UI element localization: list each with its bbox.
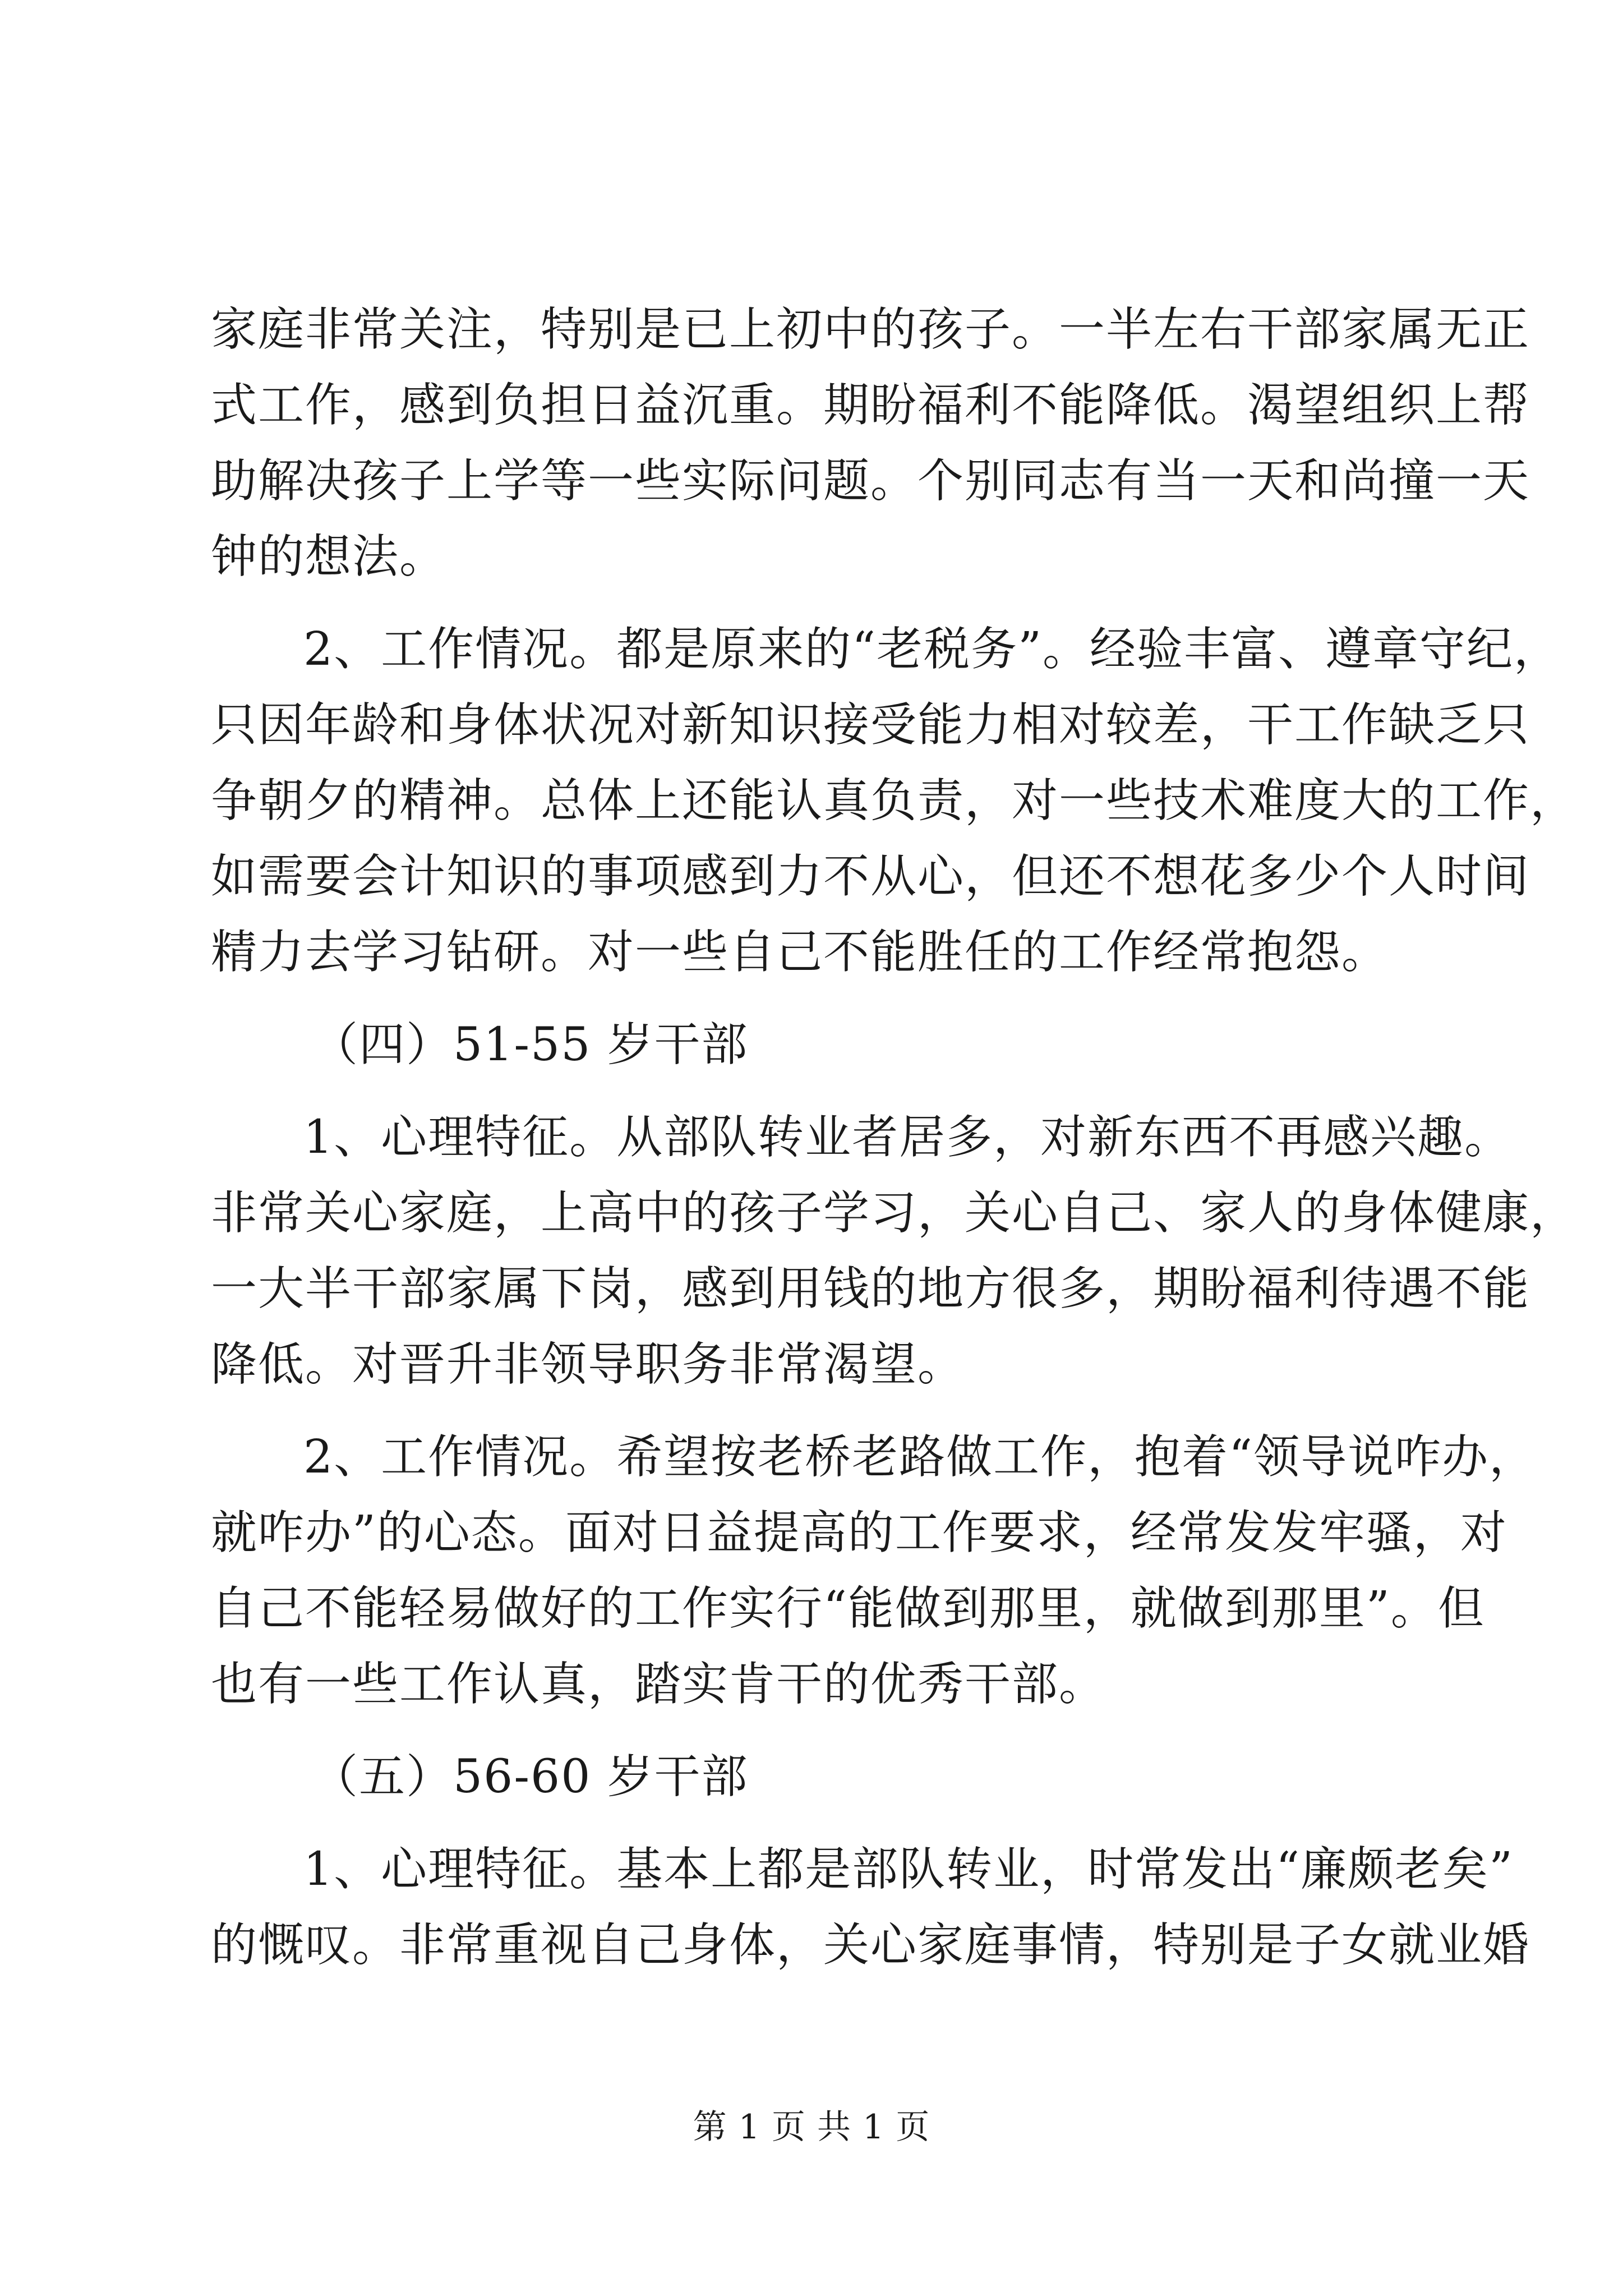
- text-line: 一大半干部家属下岗，感到用钱的地方很多，期盼福利待遇不能: [211, 1262, 1530, 1315]
- paragraph-first-line: 2、工作情况。都是原来的“老税务”。经验丰富、遵章守纪，: [303, 623, 1561, 676]
- text-line: 只因年龄和身体状况对新知识接受能力相对较差，干工作缺乏只: [211, 698, 1530, 752]
- section-heading: （五）56-60 岁干部: [312, 1750, 749, 1803]
- text-line: 自己不能轻易做好的工作实行“能做到那里，就做到那里”。但: [211, 1582, 1485, 1635]
- text-line: 的慨叹。非常重视自己身体，关心家庭事情，特别是子女就业婚: [211, 1918, 1530, 1972]
- paragraph-first-line: 1、心理特征。基本上都是部队转业，时常发出“廉颇老矣”: [303, 1843, 1514, 1896]
- paragraph-first-line: 2、工作情况。希望按老桥老路做工作，抱着“领导说咋办，: [303, 1430, 1537, 1484]
- text-line: 助解决孩子上学等一些实际问题。个别同志有当一天和尚撞一天: [211, 454, 1530, 508]
- text-line: 精力去学习钻研。对一些自己不能胜任的工作经常抱怨。: [211, 926, 1389, 979]
- text-line: 降低。对晋升非领导职务非常渴望。: [211, 1338, 965, 1391]
- text-line: 也有一些工作认真，踏实肯干的优秀干部。: [211, 1658, 1106, 1711]
- text-line: 就咋办”的心态。面对日益提高的工作要求，经常发发牢骚，对: [211, 1506, 1507, 1559]
- text-line: 非常关心家庭，上高中的孩子学习，关心自己、家人的身体健康，: [211, 1186, 1578, 1240]
- text-line: 式工作，感到负担日益沉重。期盼福利不能降低。渴望组织上帮: [211, 379, 1530, 432]
- paragraph-first-line: 1、心理特征。从部队转业者居多，对新东西不再感兴趣。: [303, 1111, 1512, 1164]
- page-number-footer: 第 1 页 共 1 页: [693, 2108, 930, 2147]
- text-line: 家庭非常关注，特别是已上初中的孩子。一半左右干部家属无正: [211, 303, 1530, 356]
- text-line: 争朝夕的精神。总体上还能认真负责，对一些技术难度大的工作，: [211, 774, 1578, 827]
- text-line: 钟的想法。: [211, 530, 447, 583]
- section-heading: （四）51-55 岁干部: [312, 1018, 749, 1071]
- document-body: [211, 292, 1578, 1983]
- text-line: 如需要会计知识的事项感到力不从心，但还不想花多少个人时间: [211, 850, 1530, 903]
